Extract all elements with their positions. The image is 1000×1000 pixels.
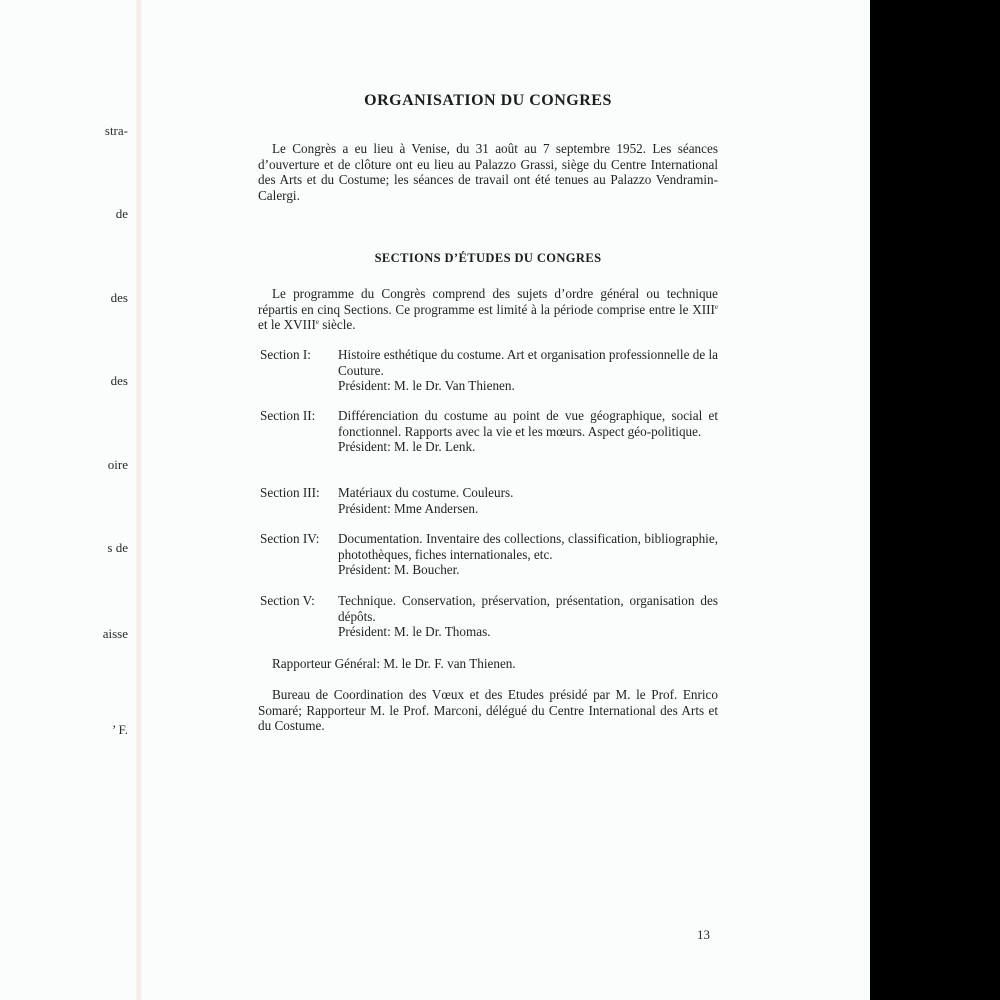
page-title: ORGANISATION DU CONGRES xyxy=(364,92,612,109)
section-president: Président: M. Boucher. xyxy=(338,562,460,577)
left-page-fragment: oire xyxy=(107,457,128,472)
section-label: Section IV: xyxy=(260,531,320,546)
left-page xyxy=(0,0,138,1000)
programme-text: et le XVIII xyxy=(258,317,316,332)
section-president: Président: M. le Dr. Van Thienen. xyxy=(338,378,515,393)
section-label: Section II: xyxy=(260,408,316,423)
left-page-fragment: s de xyxy=(107,540,128,555)
programme-text: siècle. xyxy=(318,317,356,332)
section-description: Documentation. Inventaire des collections, classification, bibliographie, photothèques, fiches internationales, etc. xyxy=(338,531,718,562)
section-description: Matériaux du costume. Couleurs. xyxy=(338,485,514,500)
section-president: Président: M. le Dr. Thomas. xyxy=(338,624,491,639)
right-page xyxy=(142,0,870,1000)
page-number: 13 xyxy=(697,927,710,942)
section-label: Section I: xyxy=(260,347,311,362)
left-page-fragment: aisse xyxy=(102,626,128,641)
superscript: e xyxy=(315,318,319,326)
programme-paragraph xyxy=(258,286,718,333)
left-page-fragment: de xyxy=(115,206,128,221)
superscript: e xyxy=(714,302,718,311)
section-description: Technique. Conservation, préservation, présentation, organisation des dépôts. xyxy=(338,593,718,624)
section-body xyxy=(338,485,718,516)
section-body xyxy=(338,531,718,578)
section-heading: SECTIONS D’ÉTUDES DU CONGRES xyxy=(374,251,602,265)
programme-text: Le programme du Congrès comprend des sujets d’ordre général ou technique répartis en cinq Sections. Ce programme est limité à la période comprise entre le XIII xyxy=(258,286,718,317)
bureau-paragraph: Bureau de Coordination des Vœux et des Etudes présidé par M. le Prof. Enrico Somaré; Rapporteur M. le Prof. Marconi, délégué du Centre International des Arts et du Costume. xyxy=(258,687,718,733)
left-page-fragment: des xyxy=(110,290,128,305)
section-body xyxy=(338,593,718,640)
rapporteur-general: Rapporteur Général: M. le Dr. F. van Thienen. xyxy=(272,656,516,671)
intro-paragraph: Le Congrès a eu lieu à Venise, du 31 août au 7 septembre 1952. Les séances d’ouverture et de clôture ont eu lieu au Palazzo Grassi, siège du Centre International des Arts et du Costume; les séances de travail ont été tenues au Palazzo Vendramin-Calergi. xyxy=(258,141,718,203)
section-description: Histoire esthétique du costume. Art et organisation professionnelle de la Couture. xyxy=(338,347,718,378)
section-label: Section V: xyxy=(260,593,315,608)
section-body xyxy=(338,347,718,394)
section-description: Différenciation du costume au point de vue géographique, social et fonctionnel. Rapports avec la vie et les mœurs. Aspect géo-politique. xyxy=(338,408,718,439)
left-page-fragment: ’ F. xyxy=(111,722,128,737)
section-label: Section III: xyxy=(260,485,320,500)
left-page-fragment: stra- xyxy=(104,123,128,138)
section-president: Président: Mme Andersen. xyxy=(338,500,479,516)
section-president: Président: M. le Dr. Lenk. xyxy=(338,439,476,454)
section-body xyxy=(338,408,718,455)
left-page-fragment: des xyxy=(110,373,128,388)
